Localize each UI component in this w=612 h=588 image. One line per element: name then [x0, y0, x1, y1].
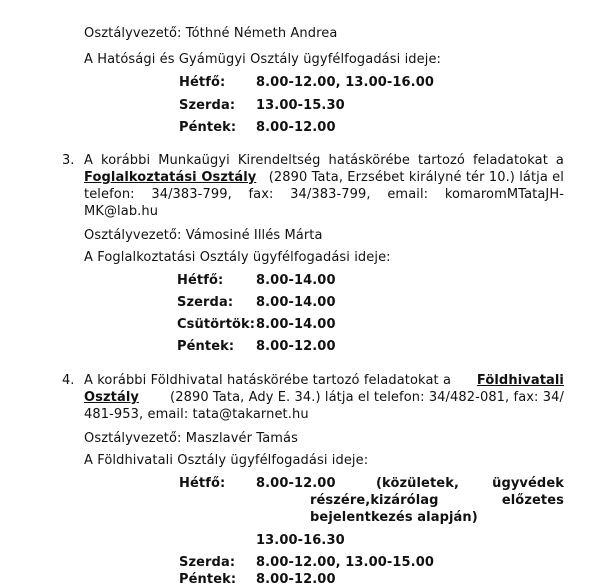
item-text-line: A korábbi Munkaügyi Kirendeltség hatáskörébe tartozó feladatokat a	[84, 153, 564, 168]
item-text-line: telefon: 34/383-799, fax: 34/383-799, email: komaromMTataJH-	[84, 187, 564, 202]
schedule-time: 8.00-12.00	[256, 339, 336, 354]
item-text-line	[84, 390, 564, 405]
list-item-number: 4.	[62, 373, 75, 388]
schedule-day: Péntek:	[177, 339, 235, 354]
schedule-time: 13.00-15.30	[256, 98, 345, 113]
office-address: (2890 Tata, Ady E. 34.) látja el telefon: 34/482-081, fax: 34/	[170, 390, 564, 405]
item-text: A korábbi Földhivatal hatáskörébe tartozó feladatokat a	[84, 373, 452, 388]
list-item-number: 3.	[62, 153, 75, 168]
office-name: Foglalkoztatási Osztály	[84, 170, 257, 185]
schedule-time: 8.00-14.00	[256, 273, 336, 288]
schedule-day: Hétfő:	[177, 273, 224, 288]
schedule-note: bejelentkezés alapján)	[310, 510, 478, 525]
schedule-day: Hétfő:	[179, 75, 226, 90]
schedule-day: Csütörtök:	[177, 317, 256, 332]
note-text: (közületek,	[376, 476, 459, 491]
schedule-day: Szerda:	[179, 98, 236, 113]
schedule-time: 13.00-16.30	[256, 533, 345, 548]
office-name: Földhivatali	[476, 373, 564, 388]
schedule-note	[376, 476, 564, 491]
item-text-line	[84, 170, 564, 185]
item-text-line	[84, 373, 564, 388]
department-head-line: Osztályvezető: Tóthné Németh Andrea	[84, 26, 338, 41]
department-head-line: Osztályvezető: Vámosiné Illés Márta	[84, 228, 323, 243]
item-text-line: 481-953, email: tata@takarnet.hu	[84, 407, 309, 422]
schedule-time: 8.00-12.00	[256, 120, 336, 135]
schedule-day: Szerda:	[177, 295, 234, 310]
item-text-line: MK@lab.hu	[84, 204, 159, 219]
office-hours-heading: A Földhivatali Osztály ügyfélfogadási ideje:	[84, 453, 369, 468]
schedule-time: 8.00-12.00, 13.00-15.00	[256, 555, 434, 570]
schedule-time: 8.00-14.00	[256, 295, 336, 310]
schedule-time: 8.00-14.00	[256, 317, 336, 332]
office-address: (2890 Tata, Erzsébet királyné tér 10.) látja el	[268, 170, 564, 185]
schedule-time: 8.00-12.00	[256, 476, 336, 491]
schedule-day: Péntek:	[179, 572, 237, 587]
office-hours-heading: A Hatósági és Gyámügyi Osztály ügyfélfogadási ideje:	[84, 52, 442, 67]
office-name: Osztály	[84, 390, 139, 405]
schedule-day: Hétfő:	[179, 476, 226, 491]
schedule-time: 8.00-12.00	[256, 572, 336, 587]
department-head-line: Osztályvezető: Maszlavér Tamás	[84, 431, 298, 446]
schedule-note: részére,kizárólag előzetes	[310, 493, 564, 508]
schedule-day: Péntek:	[179, 120, 237, 135]
schedule-time: 8.00-12.00, 13.00-16.00	[256, 75, 434, 90]
schedule-day: Szerda:	[179, 555, 236, 570]
office-hours-heading: A Foglalkoztatási Osztály ügyfélfogadási ideje:	[84, 250, 391, 265]
note-text: ügyvédek	[492, 476, 564, 491]
